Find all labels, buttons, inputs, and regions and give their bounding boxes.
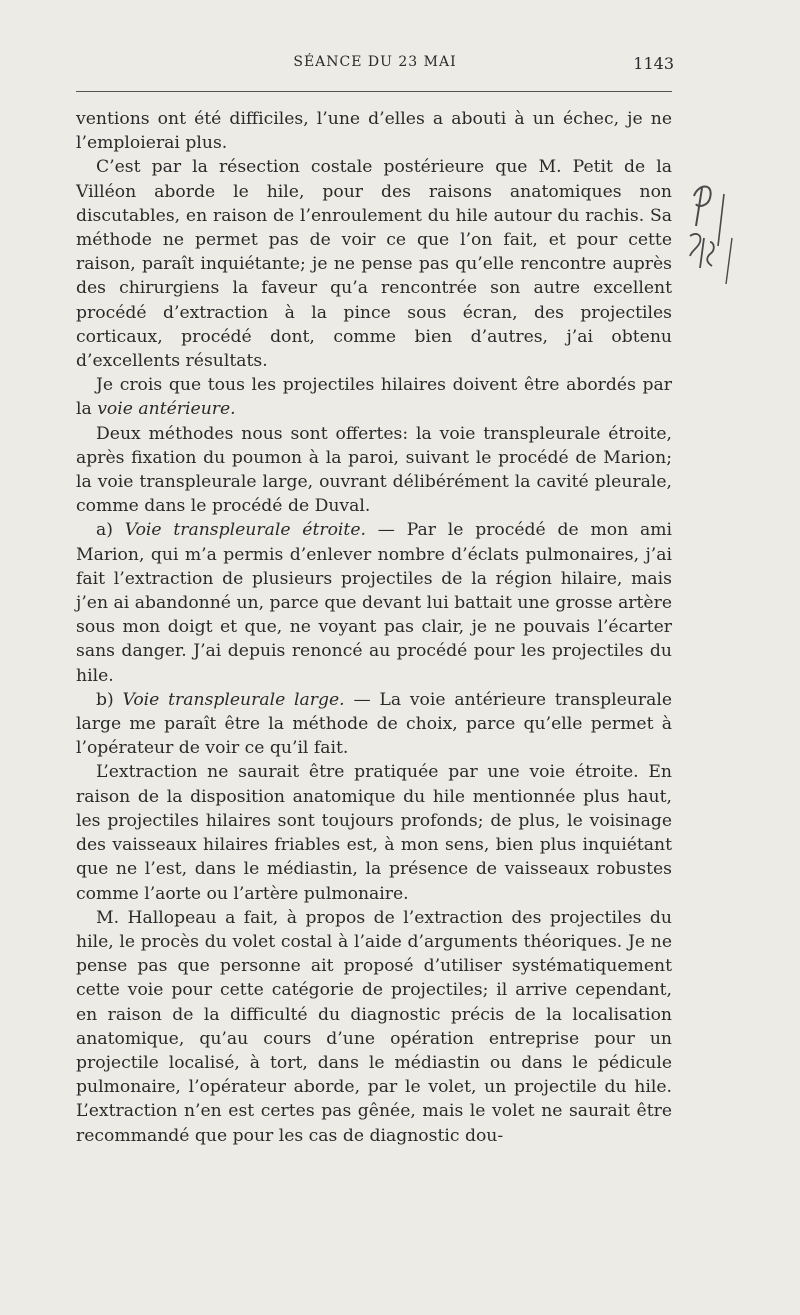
paragraph-4-text: Deux méthodes nous sont offertes: la voie transpleurale étroite, après fixation du poumon à la paroi, suivant le procédé de Marion; la voie transpleurale large, ouvrant délibérément la cavité pleurale, comme dans le procédé de Duval. bbox=[76, 423, 672, 517]
paragraph-5 bbox=[76, 518, 672, 687]
paragraph-6 bbox=[76, 688, 672, 761]
body-text bbox=[76, 107, 672, 1148]
paragraph-2-text: C’est par la résection costale postérieure que M. Petit de la Villéon aborde le hile, pour des raisons anatomiques non discutables, en raison de l’enroulement du hile autour du rachis. Sa méthode ne permet pas de voir ce que l’on fait, et pour cette raison, paraît inquiétante; je ne pense pas qu’elle rencontre auprès des chirurgiens la faveur qu’a rencontrée son autre excellent procédé d’extraction à la pince sous écran, des projectiles corticaux, procédé dont, comme bien d’autres, j’ai obtenu d’excellents résultats. bbox=[76, 157, 672, 372]
paragraph-2 bbox=[76, 155, 672, 373]
running-title: SÉANCE DU 23 MAI bbox=[293, 54, 457, 70]
handwritten-margin-note bbox=[684, 176, 744, 286]
running-header bbox=[76, 54, 674, 78]
paragraph-5-heading: Voie transpleurale étroite. bbox=[124, 520, 366, 541]
header-rule bbox=[76, 91, 672, 92]
paragraph-6-text: — La voie antérieure transpleurale large me paraît être la méthode de choix, parce qu’elle permet à l’opérateur de voir ce qu’il fait. bbox=[76, 689, 673, 759]
margin-mark-4 bbox=[726, 238, 732, 284]
paragraph-3 bbox=[76, 373, 672, 421]
paragraph-7 bbox=[76, 760, 672, 905]
paragraph-4 bbox=[76, 422, 672, 519]
paragraph-3-italic: voie antérieure. bbox=[97, 399, 236, 420]
paragraph-6-heading: Voie transpleurale large. bbox=[122, 689, 345, 710]
margin-mark-2 bbox=[718, 194, 724, 246]
paragraph-7-text: L’extraction ne saurait être pratiquée par une voie étroite. En raison de la disposition anatomique du hile mentionnée plus haut, les projectiles hilaires sont toujours profonds; de plus, le voisinage des vaisseaux hilaires friables est, à mon sens, bien plus inquiétant que ne l’est, dans le médiastin, la présence de vaisseaux robustes comme l’aorte ou l’artère pulmonaire. bbox=[76, 762, 672, 904]
paragraph-8 bbox=[76, 906, 672, 1148]
paragraph-6-label: b) bbox=[96, 689, 123, 710]
margin-mark-3 bbox=[690, 234, 714, 268]
margin-mark-1 bbox=[694, 187, 711, 227]
paragraph-8-text: M. Hallopeau a fait, à propos de l’extraction des projectiles du hile, le procès du volet costal à l’aide d’arguments théoriques. Je ne pense pas que personne ait proposé d’utiliser systématiquement cette voie pour cette catégorie de projectiles; il arrive cependant, en raison de la difficulté du diagnostic précis de la localisation anatomique, qu’au cours d’une opération entreprise pour un projectile localisé, à tort, dans le médiastin ou dans le pédicule pulmonaire, l’opérateur aborde, par le volet, un projectile du hile. L’extraction n’en est certes pas gênée, mais le volet ne saurait être recommandé que pour les cas de diagnostic dou- bbox=[76, 907, 672, 1146]
paragraph-1 bbox=[76, 107, 672, 155]
page-number: 1143 bbox=[633, 54, 674, 73]
paragraph-5-text: — Par le procédé de mon ami Marion, qui m’a permis d’enlever nombre d’éclats pulmonaires, j’ai fait l’extraction de plusieurs projectiles de la région hilaire, mais j’en ai abandonné un, parce que devant lui battait une grosse artère sous mon doigt et que, ne voyant pas clair, je ne pouvais l’écarter sans danger. J’ai depuis renoncé au procédé pour les projectiles du hile. bbox=[76, 520, 673, 686]
paragraph-3-text: Je crois que tous les projectiles hilaires doivent être abordés par la bbox=[76, 375, 672, 420]
paragraph-1-text: ventions ont été difficiles, l’une d’elles a abouti à un échec, je ne l’emploierai plus. bbox=[76, 109, 672, 154]
paragraph-5-label: a) bbox=[96, 520, 125, 541]
